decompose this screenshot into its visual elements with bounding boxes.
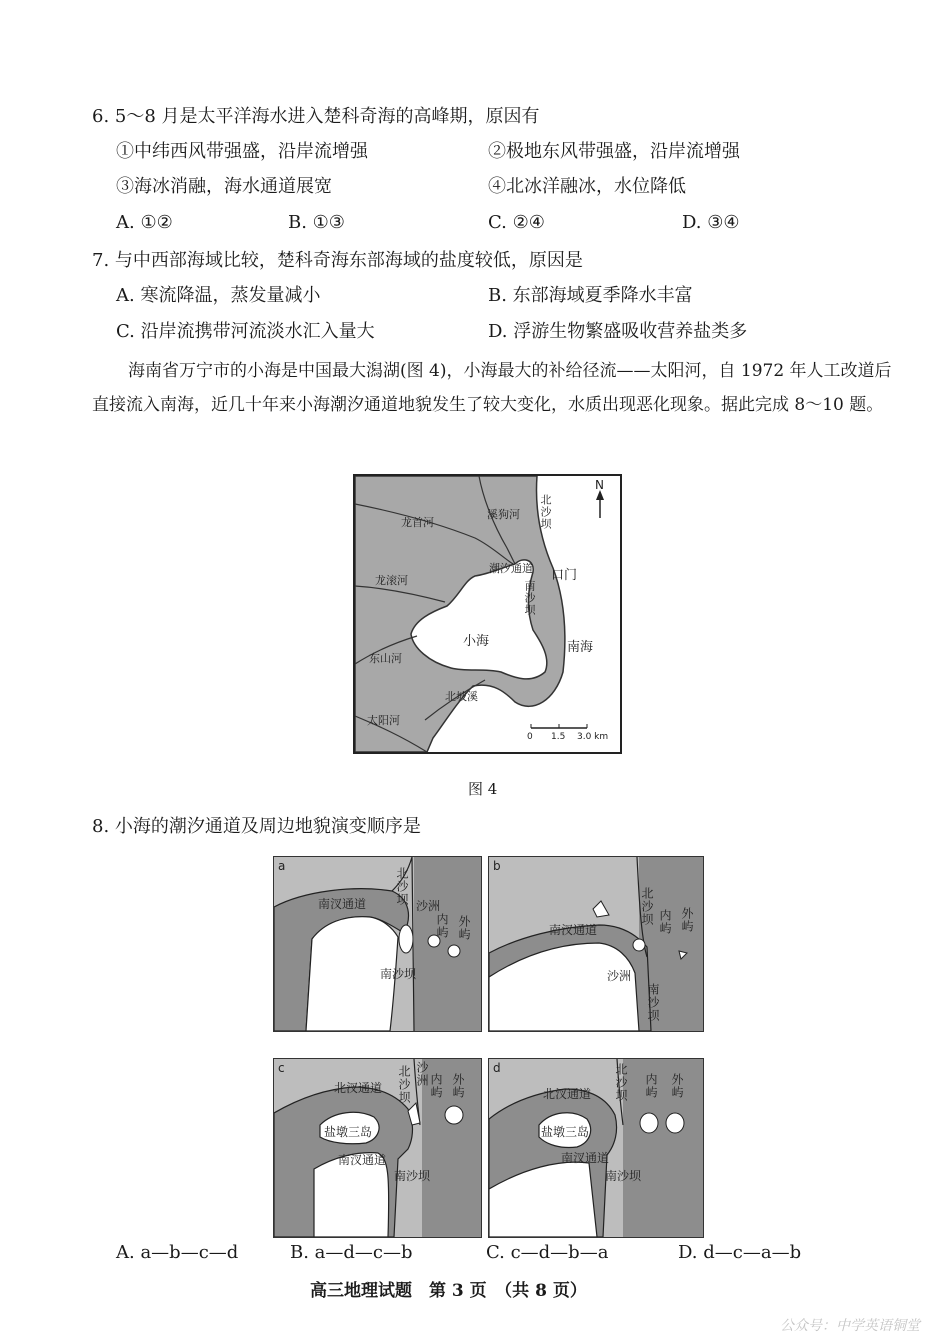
panel-a-label-6: 南沙坝 [380, 967, 417, 981]
q6-item-1: ①中纬西风带强盛，沿岸流增强 [116, 141, 368, 162]
q6-option-a[interactable]: A. ①② [116, 212, 173, 233]
panel-c-label-6: 内屿 [429, 1073, 443, 1099]
q8-option-b[interactable]: B. a—d—c—b [290, 1242, 413, 1263]
label-nanshaba: 南沙坝 [523, 580, 536, 616]
q6-option-c[interactable]: C. ②④ [488, 212, 545, 233]
panel-d-label-2: 盐墩三岛 [541, 1125, 590, 1139]
panel-b-label-2: 北沙坝 [640, 887, 654, 926]
panel-b [488, 856, 704, 1032]
q7-option-a[interactable]: A. 寒流降温，蒸发量减小 [116, 285, 321, 306]
figure-4-caption: 图 4 [468, 780, 498, 798]
panel-b-label-1: 南汊通道 [549, 923, 598, 937]
panel-c-label-5: 沙洲 [415, 1061, 429, 1087]
watermark: 公众号：中学英语铜堂 [780, 1318, 920, 1334]
q6-item-3: ③海冰消融，海水通道展宽 [116, 176, 332, 197]
panel-d-label-1: 北汊通道 [543, 1087, 592, 1101]
q6-item-2: ②极地东风带强盛，沿岸流增强 [488, 141, 740, 162]
panel-a-label-1: 南汊通道 [318, 897, 367, 911]
label-chaoxi-channel: 潮汐通道 [489, 562, 533, 575]
panel-c-label-8: 南沙坝 [394, 1169, 431, 1183]
panel-c-label-2: 盐墩三岛 [324, 1125, 373, 1139]
panel-b-label-5: 沙洲 [607, 969, 632, 983]
scale-label-0: 0 [527, 732, 533, 742]
panel-c [273, 1058, 482, 1238]
panel-c-id: c [278, 1061, 285, 1075]
label-north: N [595, 478, 604, 492]
panel-a-label-3: 沙洲 [416, 899, 441, 913]
q6-option-d[interactable]: D. ③④ [682, 212, 740, 233]
panel-a-label-2: 北沙坝 [395, 867, 409, 906]
q7-option-b[interactable]: B. 东部海域夏季降水丰富 [488, 285, 693, 306]
panel-b-label-6: 南沙坝 [646, 983, 660, 1022]
figure-4-map [353, 474, 622, 754]
label-beishaba: 北沙坝 [539, 494, 552, 530]
label-longgun-river: 龙滚河 [375, 574, 408, 587]
q8-option-a[interactable]: A. a—b—c—d [116, 1242, 239, 1263]
panel-a-label-4: 内屿 [435, 913, 449, 939]
label-xigou-river: 溪狗河 [487, 508, 520, 521]
q8-option-c[interactable]: C. c—d—b—a [486, 1242, 609, 1263]
panel-b-label-3: 内屿 [658, 909, 672, 935]
q6-item-4: ④北冰洋融冰，水位降低 [488, 176, 686, 197]
panel-a-id: a [278, 859, 286, 873]
panel-c-label-4: 北沙坝 [397, 1065, 411, 1104]
q8-stem: 8. 小海的潮汐通道及周边地貌演变顺序是 [92, 816, 421, 837]
panel-b-id: b [493, 859, 501, 873]
q6-stem: 6. 5～8 月是太平洋海水进入楚科奇海的高峰期，原因有 [92, 106, 540, 127]
panel-c-label-3: 南汊通道 [338, 1153, 387, 1167]
q7-stem: 7. 与中西部海域比较，楚科奇海东部海域的盐度较低，原因是 [92, 250, 583, 271]
label-nanhai: 南海 [567, 640, 594, 655]
panel-c-label-7: 外屿 [451, 1073, 465, 1099]
label-koumen: 口门 [551, 568, 578, 583]
label-taiyang-river: 太阳河 [367, 714, 400, 727]
panel-d-id: d [493, 1061, 501, 1075]
scale-label-3km: 3.0 km [577, 732, 609, 742]
panel-c-label-1: 北汊通道 [334, 1081, 383, 1095]
q7-option-d[interactable]: D. 浮游生物繁盛吸收营养盐类多 [488, 321, 748, 342]
page-footer: 高三地理试题 第 3 页 （共 8 页） [310, 1281, 587, 1301]
panel-a-label-5: 外屿 [457, 915, 471, 941]
q7-option-c[interactable]: C. 沿岸流携带河流淡水汇入量大 [116, 321, 375, 342]
panel-b-label-4: 外屿 [680, 907, 694, 933]
panel-d-label-3: 南汊通道 [561, 1151, 610, 1165]
panel-d-label-5: 内屿 [644, 1073, 658, 1099]
panel-d-label-6: 外屿 [670, 1073, 684, 1099]
label-beipo-creek: 北坡溪 [445, 690, 478, 703]
intro-paragraph: 海南省万宁市的小海是中国最大潟湖(图 4)，小海最大的补给径流——太阳河，自 1972 年人工改道后直接流入南海，近几十年来小海潮汐通道地貌发生了较大变化，水质出现恶化现象。据此完成 8～10 题。 [92, 361, 892, 415]
label-xiaohai: 小海 [463, 634, 490, 649]
q8-option-d[interactable]: D. d—c—a—b [678, 1242, 802, 1263]
label-longshou-river: 龙首河 [401, 516, 434, 529]
panel-d [488, 1058, 704, 1238]
panel-a [273, 856, 482, 1032]
label-dongshan-river: 东山河 [369, 652, 402, 665]
panel-d-label-7: 南沙坝 [605, 1169, 642, 1183]
scale-label-1-5: 1.5 [551, 732, 566, 742]
panel-d-label-4: 北沙坝 [614, 1063, 628, 1102]
q6-option-b[interactable]: B. ①③ [288, 212, 345, 233]
